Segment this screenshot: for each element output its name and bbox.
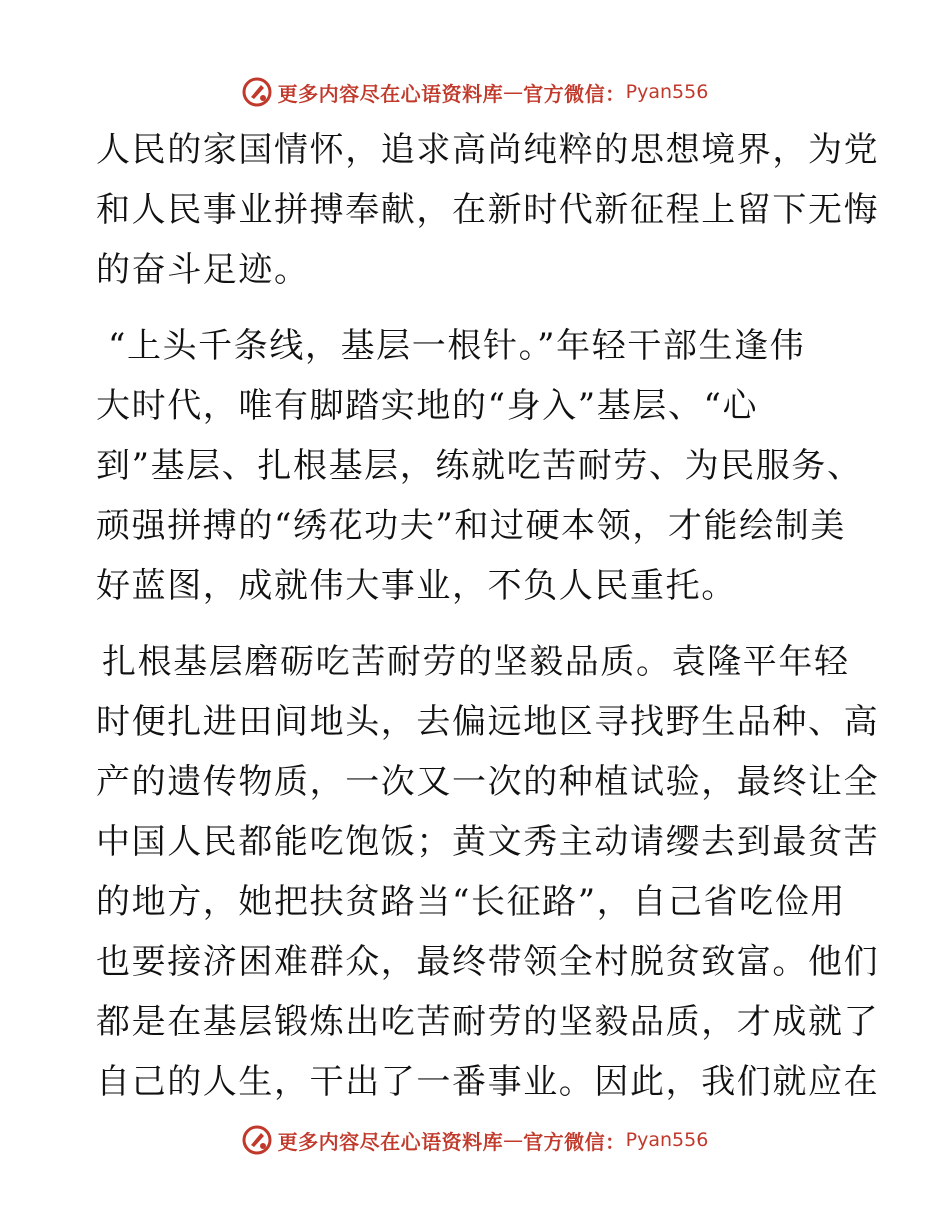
paragraph-3 — [96, 632, 880, 1112]
text-line: “上头千条线，基层一根针。”年轻干部生逢伟 — [108, 326, 806, 366]
text-line: 的地方，她把扶贫路当“长征路”，自己省吃俭用 — [96, 882, 846, 922]
banner-separator: — — [503, 1128, 524, 1152]
header-banner — [0, 72, 950, 112]
brand-logo-icon — [242, 77, 272, 107]
text-line: 产的遗传物质，一次又一次的种植试验，最终让全 — [96, 762, 880, 802]
banner-wechat-label: 官方微信： — [523, 1129, 626, 1154]
text-line: 都是在基层锻炼出吃苦耐劳的坚毅品质，才成就了 — [96, 1002, 880, 1042]
text-line: 扎根基层磨砺吃苦耐劳的坚毅品质。袁隆平年轻 — [102, 642, 850, 682]
banner-title: 更多内容尽在心语资料库 — [277, 81, 504, 106]
banner-wechat-id: Pyan556 — [625, 1129, 709, 1151]
banner-wechat-label: 官方微信： — [523, 81, 626, 106]
text-line: 好蓝图，成就伟大事业，不负人民重托。 — [96, 566, 737, 606]
text-line: 大时代，唯有脚踏实地的“身入”基层、“心 — [96, 386, 759, 426]
text-line: 也要接济困难群众，最终带领全村脱贫致富。他们 — [96, 942, 880, 982]
text-line: 自己的人生，干出了一番事业。因此，我们就应在 — [96, 1062, 880, 1102]
text-line: 中国人民都能吃饱饭；黄文秀主动请缨去到最贫苦 — [96, 822, 880, 862]
document-body — [96, 120, 880, 1112]
text-line: 时便扎进田间地头，去偏远地区寻找野生品种、高 — [96, 702, 880, 742]
paragraph-2 — [96, 316, 863, 616]
text-line: 到”基层、扎根基层，练就吃苦耐劳、为民服务、 — [96, 446, 863, 486]
brand-logo-icon — [242, 1125, 272, 1155]
banner-wechat-id: Pyan556 — [625, 81, 709, 103]
banner-title: 更多内容尽在心语资料库 — [277, 1129, 504, 1154]
paragraph-1 — [96, 120, 880, 300]
text-line: 的奋斗足迹。 — [96, 250, 310, 290]
footer-banner — [0, 1120, 950, 1160]
text-line: 和人民事业拼搏奉献，在新时代新征程上留下无悔 — [96, 190, 880, 230]
text-line: 人民的家国情怀，追求高尚纯粹的思想境界，为党 — [96, 130, 880, 170]
text-line: 顽强拼搏的“绣花功夫”和过硬本领，才能绘制美 — [96, 506, 846, 546]
banner-separator: — — [503, 80, 524, 104]
